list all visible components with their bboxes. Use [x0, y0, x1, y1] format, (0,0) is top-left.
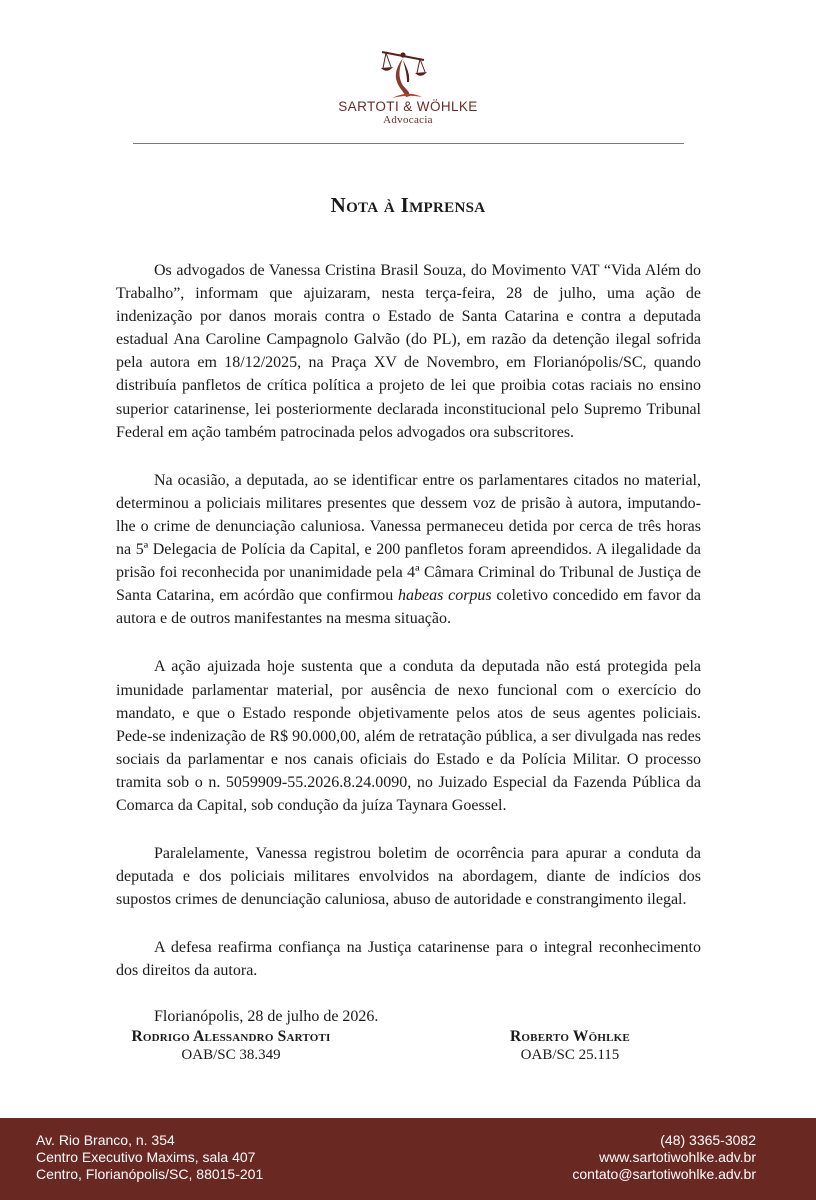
signatory-oab: OAB/SC 38.349	[181, 1047, 281, 1063]
address-line-3: Centro, Florianópolis/SC, 88015-201	[36, 1166, 264, 1182]
firm-name: SARTOTI & WÖHLKE	[338, 99, 478, 114]
date-line: Florianópolis, 28 de julho de 2026.	[154, 1007, 379, 1025]
habeas-corpus-italic: habeas corpus	[398, 587, 492, 605]
page-title: Nota à Imprensa	[330, 193, 486, 217]
footer	[0, 1118, 816, 1200]
paragraph-4: Paralelamente, Vanessa registrou boletim de ocorrência para apurar a conduta da deputada e dos policiais militares envolvidos na abordagem, diante de indícios dos supostos crimes de denunciação caluniosa, abuso de autoridade e constrangimento ilegal.	[116, 845, 701, 909]
address-line-2: Centro Executivo Maxims, sala 407	[36, 1149, 256, 1165]
scales-of-justice-logo-icon	[372, 40, 444, 102]
header-divider	[133, 143, 684, 144]
paragraph-1: Os advogados de Vanessa Cristina Brasil Souza, do Movimento VAT “Vida Além do Trabalho”, informam que ajuizaram, nesta terça-feira, 28 de julho, uma ação de indenização por danos morais contra o Estado de Santa Catarina e contra a deputada estadual Ana Caroline Campagnolo Galvão (do PL), em razão da detenção ilegal sofrida pela autora em 18/12/2025, na Praça XV de Novembro, em Florianópolis/SC, quando distribuía panfletos de crítica política a projeto de lei que proibia cotas raciais no ensino superior catarinense, lei posteriormente declarada inconstitucional pelo Supremo Tribunal Federal em ação também patrocinada pelos advogados ora subscritores.	[116, 262, 701, 441]
paragraph-5: A defesa reafirma confiança na Justiça catarinense para o integral reconhecimento dos direitos da autora.	[116, 939, 701, 980]
footer-website: www.sartotiwohlke.adv.br	[599, 1149, 756, 1165]
firm-subtitle: Advocacia	[383, 114, 433, 126]
paragraph-2-text-a: Na ocasião, a deputada, ao se identificar entre os parlamentares citados no material, determinou a policiais militares presentes que dessem voz de prisão à autora, imputando-lhe o crime de denunciação caluniosa. Vanessa permaneceu detida por cerca de três horas na 5ª Delegacia de Polícia da Capital, e 200 panfletos foram apreendidos. A ilegalidade da prisão foi reconhecida por unanimidade pela 4ª Câmara Criminal do Tribunal de Justiça de Santa Catarina, em acórdão que confirmou	[116, 471, 701, 605]
footer-address	[36, 1132, 263, 1183]
signature-sartoti	[100, 1027, 362, 1065]
signatory-oab: OAB/SC 25.115	[520, 1047, 620, 1063]
footer-email: contato@sartotiwohlke.adv.br	[572, 1166, 756, 1182]
footer-contact	[572, 1132, 756, 1183]
paragraph-2-text-b: coletivo concedido em favor da autora e de outros manifestantes na mesma situação.	[116, 587, 702, 628]
address-line-1: Av. Rio Branco, n. 354	[36, 1132, 175, 1148]
signatory-name: Roberto Wöhlke	[510, 1028, 630, 1045]
paragraph-2	[116, 469, 701, 631]
footer-phone: (48) 3365-3082	[660, 1132, 756, 1148]
signature-wohlke	[470, 1027, 670, 1065]
body-text	[116, 259, 701, 1028]
paragraph-3: A ação ajuizada hoje sustenta que a conduta da deputada não está protegida pela imunidade parlamentar material, por ausência de nexo funcional com o exercício do mandato, e que o Estado responde objetivamente pelos atos de seus agentes policiais. Pede-se indenização de R$ 90.000,00, além de retratação pública, a ser divulgada nas redes sociais da parlamentar e nos canais oficiais do Estado e da Polícia Militar. O processo tramita sob o n. 5059909-55.2026.8.24.0090, no Juizado Especial da Fazenda Pública da Comarca da Capital, sob condução da juíza Taynara Goessel.	[116, 658, 701, 814]
signatory-name: Rodrigo Alessandro Sartoti	[131, 1028, 331, 1045]
